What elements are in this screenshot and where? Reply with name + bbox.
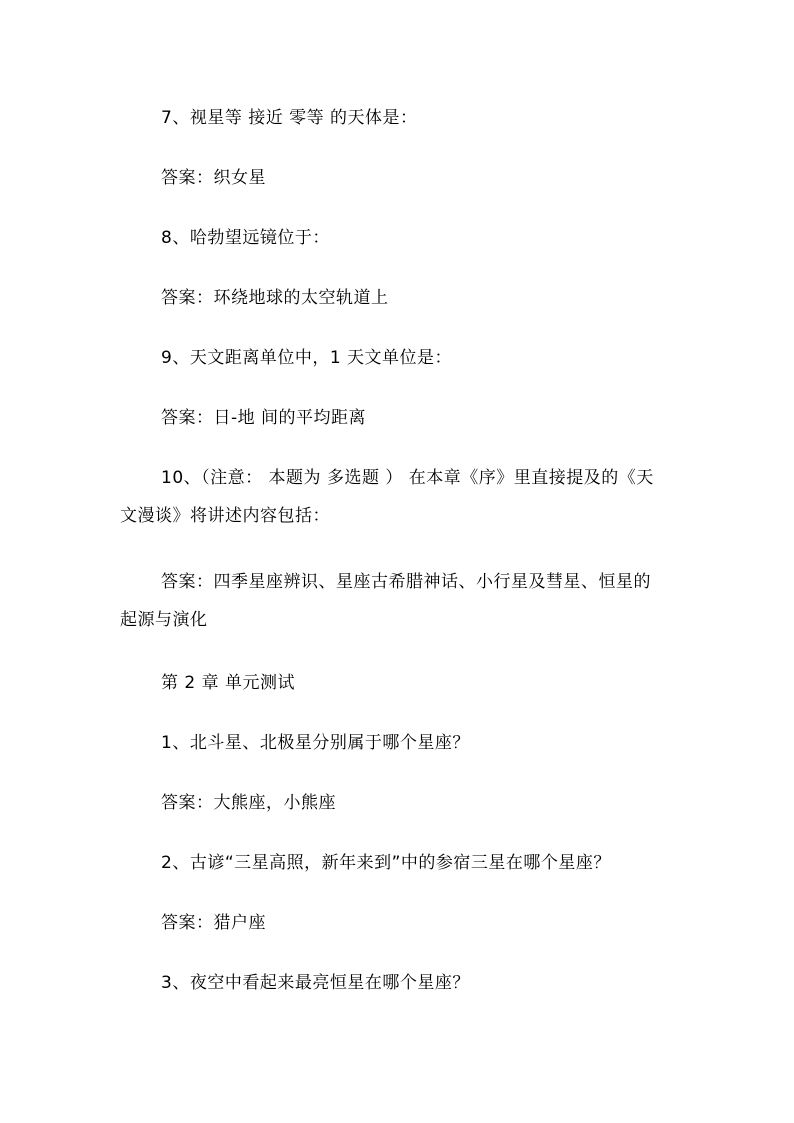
ch2-answer-1: 答案：大熊座，小熊座 [161, 793, 336, 813]
answer-9: 答案：日-地 间的平均距离 [161, 408, 367, 428]
chapter-heading: 第 2 章 单元测试 [161, 673, 296, 693]
question-10 [120, 467, 680, 527]
ch2-question-1: 1、北斗星、北极星分别属于哪个星座？ [161, 733, 470, 753]
answer-10-line-1: 答案：四季星座辨识、星座古希腊神话、小行星及彗星、恒星的 [161, 572, 651, 592]
question-10-line-2: 文漫谈》将讲述内容包括： [120, 506, 330, 526]
answer-8: 答案：环绕地球的太空轨道上 [161, 288, 389, 308]
answer-7: 答案：织女星 [161, 168, 266, 188]
ch2-question-2: 2、古谚“三星高照，新年来到”中的参宿三星在哪个星座？ [161, 853, 611, 873]
question-8: 8、哈勃望远镜位于： [161, 228, 330, 248]
question-10-line-1: 10、（注意： 本题为 多选题 ） 在本章《序》里直接提及的《天 [161, 468, 654, 488]
answer-10 [120, 571, 680, 631]
ch2-question-3: 3、夜空中看起来最亮恒星在哪个星座？ [161, 973, 470, 993]
ch2-answer-2: 答案：猎户座 [161, 913, 266, 933]
question-9: 9、天文距离单位中，1 天文单位是： [161, 348, 453, 368]
answer-10-line-2: 起源与演化 [120, 610, 208, 630]
question-7: 7、视星等 接近 零等 的天体是： [161, 108, 418, 128]
